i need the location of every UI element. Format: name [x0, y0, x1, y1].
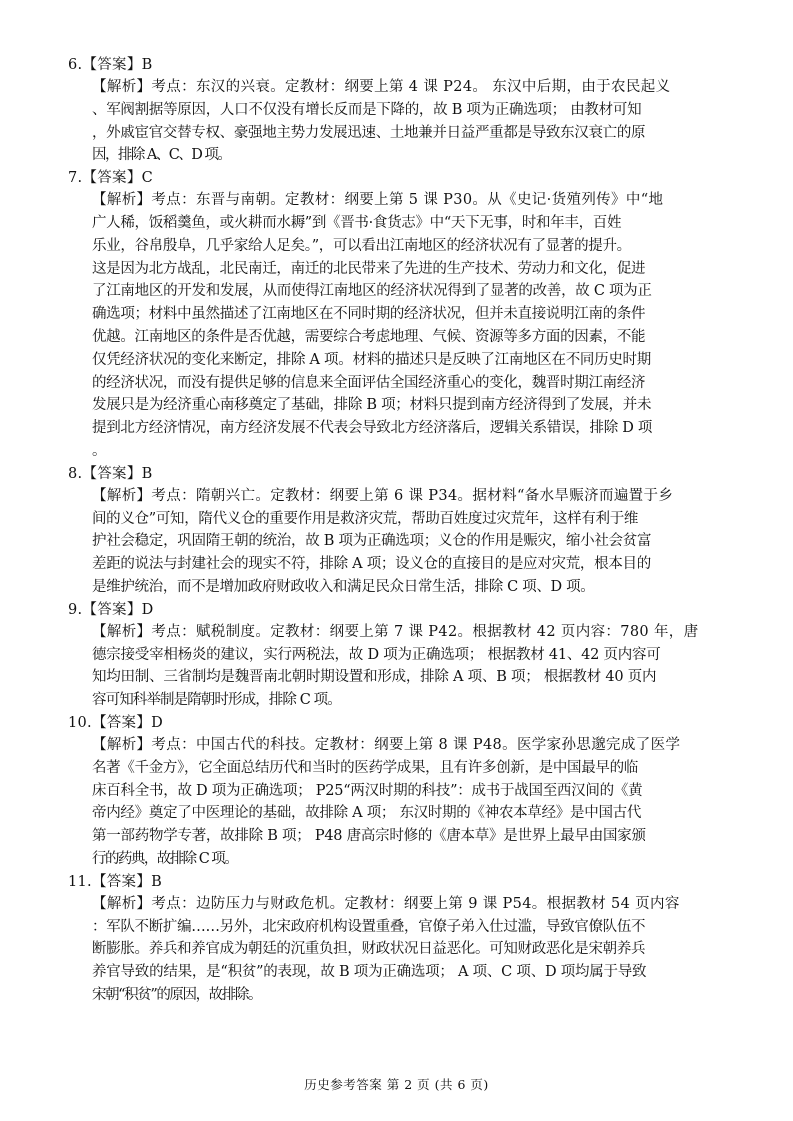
analysis-line: 容可知科举制是隋朝时形成，排除 C 项。	[92, 692, 341, 709]
analysis-paragraph	[68, 76, 738, 167]
analysis-line: 宋朝“积贫”的原因，故排除。	[92, 986, 262, 1003]
analysis-line: 乐业，谷帛殷阜，几乎家给人足矣。”，可以看出江南地区的经济状况有了显著的提升。	[92, 237, 631, 254]
analysis-line: 德宗接受宰相杨炎的建议，实行两税法，故 D 项为正确选项； 根据教材 41、42 页内容可	[92, 646, 661, 663]
analysis-line: 床百科全书，故 D 项为正确选项； P25“两汉时期的科技”：成书于战国至西汉间的《黄	[92, 782, 643, 799]
analysis-line: 是维护统治，而不是增加政府财政收入和满足民众日常生活，排除 C 项、D 项。	[92, 578, 595, 595]
analysis-line: 这是因为北方战乱，北民南迁，南迁的北民带来了先进的生产技术、劳动力和文化，促进	[92, 260, 646, 277]
answer-label: 8.【答案】B	[68, 465, 153, 482]
answer-item	[68, 599, 738, 712]
analysis-paragraph	[68, 621, 738, 712]
analysis-line: 、军阀割据等原因，人口不仅没有增长反而是下降的，故 B 项为正确选项； 由教材可知	[92, 101, 642, 118]
analysis-line: 确选项；材料中虽然描述了江南地区在不同时期的经济状况，但并未直接说明江南的条件	[92, 306, 646, 323]
analysis-line: 广人稀，饭稻羹鱼，或火耕而水耨”到《晋书·食货志》中“天下无事，时和年丰，百姓	[92, 214, 622, 231]
analysis-line: 【解析】考点：隋朝兴亡。定教材：纲要上第 6 课 P34。据材料“备水旱赈济而遍置于乡	[92, 487, 674, 504]
page-footer: 历史参考答案 第 2 页 (共 6 页)	[304, 1077, 489, 1092]
analysis-line: 发展只是为经济重心南移奠定了基础，排除 B 项；材料只提到南方经济得到了发展，并未	[92, 397, 652, 414]
answer-list	[68, 54, 738, 1007]
answer-item	[68, 712, 738, 871]
answer-label: 7.【答案】C	[68, 170, 154, 187]
analysis-paragraph	[68, 734, 738, 871]
analysis-line: 仅凭经济状况的变化来断定，排除 A 项。材料的描述只是反映了江南地区在不同历史时期	[92, 351, 651, 368]
analysis-line: 名著《千金方》，它全面总结历代和当时的医药学成果，且有许多创新，是中国最早的临	[92, 759, 638, 776]
analysis-line: 【解析】考点：赋税制度。定教材：纲要上第 7 课 P42。根据教材 42 页内容：780 年，唐	[92, 623, 699, 640]
answer-label: 9.【答案】D	[68, 601, 154, 618]
analysis-line: ，外戚宦官交替专权、豪强地主势力发展迅速、土地兼并日益严重都是导致东汉衰亡的原	[92, 124, 646, 141]
analysis-line: 的经济状况，而没有提供足够的信息来全面评估全国经济重心的变化，魏晋时期江南经济	[92, 374, 646, 391]
analysis-line: 知均田制、三省制均是魏晋南北朝时期设置和形成，排除 A 项、B 项； 根据教材 40 页内	[92, 669, 657, 686]
analysis-line: 帝内经》奠定了中医理论的基础，故排除 A 项； 东汉时期的《神农本草经》是中国古代	[92, 805, 642, 822]
analysis-line	[68, 440, 738, 463]
answer-label: 6.【答案】B	[68, 57, 153, 73]
analysis-line: 【解析】考点：东晋与南朝。定教材：纲要上第 5 课 P30。从《史记·货殖列传》中“地	[92, 192, 664, 209]
answer-label: 11.【答案】B	[68, 873, 163, 890]
analysis-line: 间的义仓”可知，隋代义仓的重要作用是救济灾荒，帮助百姓度过灾荒年，这样有利于维	[92, 510, 639, 527]
analysis-line: 养官导致的结果，是“积贫”的表现，故 B 项为正确选项； A 项、C 项、D 项均属于导致	[92, 964, 647, 981]
answer-item	[68, 167, 738, 463]
analysis-line: 提到北方经济情况，南方经济发展不代表会导致北方经济落后，逻辑关系错误，排除 D 项	[92, 420, 653, 437]
analysis-line: 【解析】考点：边防压力与财政危机。定教材：纲要上第 9 课 P54。根据教材 54 页内容	[92, 895, 680, 912]
answer-label: 10.【答案】D	[68, 714, 164, 731]
answer-item	[68, 871, 738, 1007]
analysis-line: 断膨胀。养兵和养官成为朝廷的沉重负担，财政状况日益恶化。可知财政恶化是宋朝养兵	[92, 941, 646, 958]
answer-item	[68, 463, 738, 599]
analysis-paragraph	[68, 893, 738, 1007]
analysis-paragraph	[68, 189, 738, 463]
answer-item	[68, 54, 738, 167]
analysis-line: 护社会稳定，巩固隋王朝的统治，故 B 项为正确选项；义仓的作用是赈灾，缩小社会贫富	[92, 533, 652, 550]
analysis-line: 优越。江南地区的条件是否优越，需要综合考虑地理、气候、资源等多方面的因素，不能	[92, 328, 646, 345]
analysis-line: 【解析】考点：中国古代的科技。定教材：纲要上第 8 课 P48。医学家孙思邈完成了医学	[92, 736, 681, 753]
analysis-line: 【解析】考点：东汉的兴衰。定教材：纲要上第 4 课 P24。 东汉中后期，由于农民起义	[92, 79, 671, 95]
analysis-line: 第一部药物学专著，故排除 B 项； P48 唐高宗时修的《唐本草》是世界上最早由国家颁	[92, 828, 646, 845]
analysis-line: 行的药典，故排除 C 项。	[92, 850, 238, 867]
analysis-line: ：军队不断扩编……另外，北宋政府机构设置重叠，官僚子弟入仕过滥，导致官僚队伍不	[92, 918, 646, 935]
analysis-line: 因，排除 A、C、D 项。	[92, 147, 231, 164]
analysis-line: 差距的说法与封建社会的现实不符，排除 A 项；设义仓的直接目的是应对灾荒，根本目的	[92, 556, 651, 573]
analysis-paragraph	[68, 485, 738, 599]
analysis-line: 了江南地区的开发和发展，从而使得江南地区的经济状况得到了显著的改善，故 C 项为正	[92, 283, 652, 300]
